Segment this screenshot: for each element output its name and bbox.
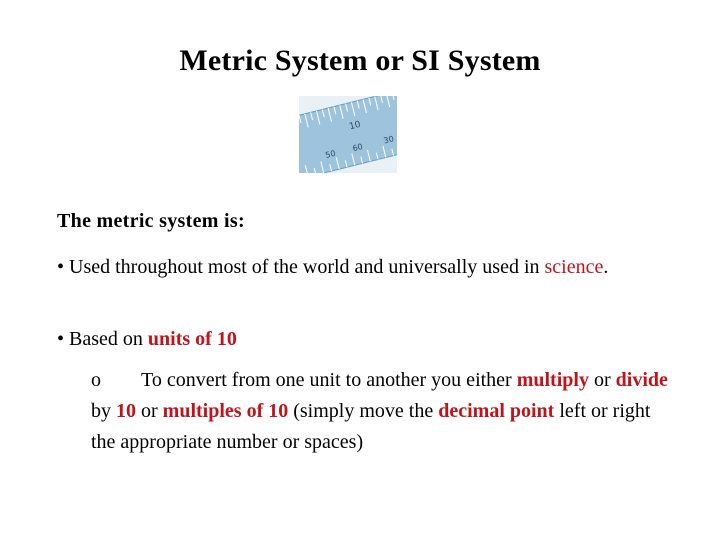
intro-heading: The metric system is:	[57, 210, 245, 232]
bullet-text-end: .	[603, 256, 609, 278]
sub-text-1: To convert from one unit to another you either	[141, 369, 512, 391]
highlight-units-of-10: units of 10	[147, 328, 237, 350]
ruler-label-2: 60	[351, 141, 364, 154]
bullet-text: Based on	[69, 328, 143, 350]
highlight-science: science	[544, 256, 604, 278]
sub-text-5: (simply move the	[293, 400, 434, 422]
sub-text-6: left or right the appropriate number or spaces)	[91, 400, 651, 453]
sub-text-2: or	[593, 369, 611, 391]
bullet-text: Used throughout most of the world and universally used in	[69, 256, 540, 278]
slide-title: Metric System or SI System	[179, 44, 541, 77]
highlight-decimal-point: decimal point	[438, 400, 555, 422]
bullet-marker: •	[57, 256, 65, 278]
ruler-label-3: 30	[382, 134, 395, 146]
ruler-label-1: 50	[324, 148, 337, 160]
sub-text-3: by	[91, 400, 111, 422]
sub-text-4: or	[141, 400, 158, 422]
ruler-label-top: 10	[348, 119, 362, 133]
bullet-units	[57, 324, 677, 355]
bullet-science	[57, 252, 677, 283]
bullet-marker: •	[57, 328, 65, 350]
sub-bullet-marker: o	[91, 369, 101, 391]
sub-bullet-convert	[91, 365, 676, 458]
highlight-multiples-of-10: multiples of 10	[162, 400, 289, 422]
highlight-multiply: multiply	[516, 369, 589, 391]
highlight-10: 10	[116, 400, 136, 422]
highlight-divide: divide	[615, 369, 668, 391]
metric-ruler-icon	[299, 96, 397, 173]
